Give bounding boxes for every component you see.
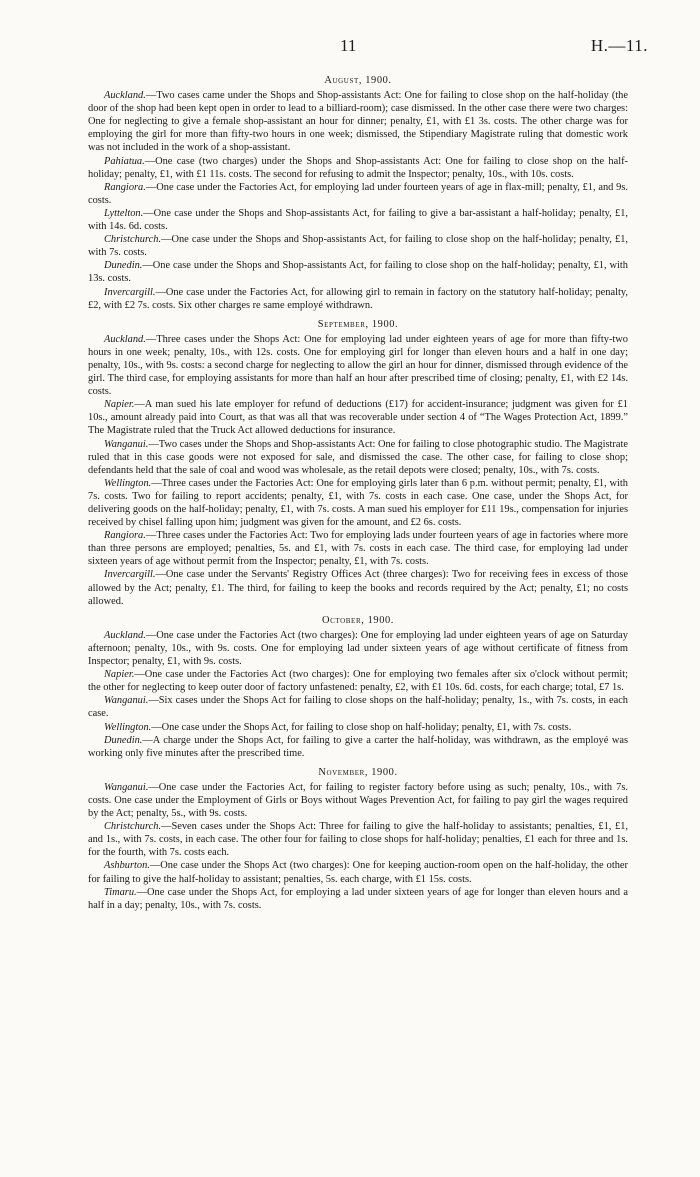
case-text: —One case under the Shops and Shop-assistants Act, for failing to close shop on the half-holiday; penalty, £1, with 13s. costs. — [88, 260, 628, 285]
case-entry — [88, 859, 628, 885]
case-entry — [88, 820, 628, 859]
case-text: —One case under the Factories Act, for employing lad under fourteen years of age in flax-mill; penalty, £1, and 9s. costs. — [88, 181, 628, 206]
place-name: Timaru. — [104, 886, 137, 898]
case-text: —Two cases under the Shops and Shop-assistants Act: One for failing to close photographic studio. The Magistrate ruled that in this case goods were not exposed for sale, and dismissed the case. The other case, for failing to close shop; defendants held that the sale of coal and wood was wholesale, as the retail depots were closed; penalty, 10s., with 7s. costs. — [88, 438, 628, 476]
place-name: Lyttelton. — [104, 207, 144, 219]
place-name: Auckland. — [104, 629, 146, 641]
case-entry — [88, 734, 628, 760]
place-name: Auckland. — [104, 90, 146, 102]
case-text: —Three cases under the Factories Act: Two for employing lads under fourteen years of age in factories where more than three persons are employed; penalties, 5s. and £1, with 7s. costs in each case. The third case, for employing lad under sixteen years of age without permit from the Inspector; penalty, £1, with 7s. costs. — [88, 530, 628, 568]
case-text: —One case under the Servants' Registry Offices Act (three charges): Two for receiving fees in excess of those allowed by the Act; penalty, £1. The third, for failing to keep the books and records required by the Act; penalty, £1; no costs allowed. — [88, 569, 628, 607]
case-text: —One case under the Factories Act, for allowing girl to remain in factory on the statutory half-holiday; penalty, £2, with £2 7s. costs. Six other charges re same employé withdrawn. — [88, 286, 628, 311]
document-reference: H.—11. — [590, 36, 648, 55]
case-text: —One case under the Factories Act (two charges): One for employing two females after six o'clock without permit; the other for neglecting to keep outer door of factory unfastened: penalty, £2, with £1 10s. 6d. costs, for each charge; total, £7 1s. — [88, 669, 628, 694]
case-text: —Seven cases under the Shops Act: Three for failing to give the half-holiday to assistants; penalties, £1, £1, and 1s., with 7s. costs, in each case. The other four for failing to close shops for half-holiday; penalties, £1 each for three and 1s. for the fourth, with 7s. costs each. — [88, 821, 628, 859]
case-entry — [88, 886, 628, 912]
case-entry — [88, 207, 628, 233]
place-name: Dunedin. — [104, 260, 143, 272]
case-text: —One case under the Shops and Shop-assistants Act, for failing to give a bar-assistant a half-holiday; penalty, £1, with 14s. 6d. costs. — [88, 207, 628, 233]
place-name: Invercargill. — [104, 286, 156, 298]
place-name: Wanganui. — [104, 781, 149, 793]
case-text: —A man sued his late employer for refund of deductions (£17) for accident-insurance; judgment was given for £1 10s., amount already paid into Court, as that was all that was recoverable under section 4 of “The Wages Protection Act, 1899.” The Magistrate ruled that the Truck Act allowed deductions for insurance. — [88, 399, 628, 437]
place-name: Auckland. — [104, 333, 146, 345]
case-entry — [88, 333, 628, 398]
place-name: Pahiatua. — [104, 155, 145, 167]
page-number: 11 — [340, 36, 357, 55]
place-name: Christchurch. — [104, 234, 162, 246]
case-entry — [88, 259, 628, 285]
month-heading: August, 1900. — [324, 75, 392, 86]
place-name: Dunedin. — [104, 734, 143, 746]
page-header — [0, 36, 700, 56]
case-text: —Three cases under the Factories Act: One for employing girls later than 6 p.m. without permit; penalty, £1, with 7s. costs. Two for failing to report accidents; penalty, £1, with 7s. costs in each case. One case, under the Shops Act, for delivering goods on the half-holiday; penalty, £1, with 7s. costs. A man sued his employer for £11 19s., compensation for injuries received by chisel falling upon him; judgment was given for the amount, and £2 6s. costs. — [88, 477, 628, 529]
case-text: —One case (two charges) under the Shops and Shop-assistants Act: One for failing to close shop on the half-holiday; penalty, £1, with £1 11s. costs. The second for refusing to admit the Inspector; penalty, 10s., with 10s. costs. — [88, 155, 628, 180]
case-text: —One case under the Factories Act (two charges): One for employing lad under eighteen years of age on Saturday afternoon; penalty, 10s., with 9s. costs. One for employing lad under sixteen years of age without certificate of fitness from Inspector; penalty, £1, with 9s. costs. — [88, 629, 628, 668]
month-heading: September, 1900. — [317, 318, 399, 330]
case-text: —Three cases under the Shops Act: One for employing lad under eighteen years of age for more than fifty-two hours in one week; penalty, 10s., with 12s. costs. One for employing girl for longer than eleven hours and a half in one day; penalty, 10s., with 9s. costs: a second charge for neglecting to allow the girl an hour for dinner, dismissed through evidence of the girl. The third case, for employing assistants for more than half an hour after prescribed time of closing; penalty, £1, with £2 14s. costs. — [88, 333, 628, 398]
case-entry — [88, 181, 628, 207]
case-text: —One case under the Shops Act, for failing to close shop on half-holiday; penalty, £1, with 7s. costs. — [151, 721, 572, 733]
month-heading: October, 1900. — [322, 614, 394, 626]
place-name: Wellington. — [104, 477, 152, 489]
case-entry — [88, 155, 628, 181]
place-name: Ashburton. — [104, 860, 150, 872]
place-name: Invercargill. — [104, 569, 156, 581]
case-entry — [88, 89, 628, 154]
case-entry — [88, 438, 628, 477]
place-name: Napier. — [104, 669, 135, 681]
case-entry — [88, 286, 628, 312]
month-heading: November, 1900. — [318, 766, 398, 778]
place-name: Wellington. — [104, 721, 152, 733]
case-text: —A charge under the Shops Act, for failing to give a carter the half-holiday, was withdrawn, as the employé was working only five minutes after the prescribed time. — [88, 734, 628, 759]
place-name: Wanganui. — [104, 695, 149, 707]
case-text: —One case under the Factories Act, for failing to register factory before using as such; penalty, 10s., with 7s. costs. One case under the Employment of Girls or Boys without Wages Prevention Act, for failing to pay girl the wages required by the Act; penalty, 5s., with 9s. costs. — [88, 781, 628, 820]
case-entry — [88, 694, 628, 720]
case-text: —Two cases came under the Shops and Shop-assistants Act: One for failing to close shop on the half-holiday (the door of the shop had been kept open in order to lead to a billiard-room); case dismissed. In the other case there were two charges: One for neglecting to give a female shop-assistant an hour for dinner; penalty, £1, with £1 3s. costs. The other charge was for employing the girl for more than fifty-two hours in one week; dismissed, the Stipendiary Magistrate ruling that domestic work was not included in the work of a shop-assistant. — [88, 90, 628, 154]
case-entry — [88, 398, 628, 437]
case-entry — [88, 629, 628, 668]
place-name: Wanganui. — [104, 438, 149, 450]
place-name: Napier. — [104, 399, 135, 411]
case-entry — [88, 529, 628, 568]
place-name: Christchurch. — [104, 821, 162, 833]
place-name: Rangiora. — [104, 530, 146, 542]
case-text: —Six cases under the Shops Act for failing to close shops on the half-holiday; penalty, 1s., with 7s. costs, in each case. — [88, 695, 628, 720]
case-text: —One case under the Shops Act, for employing a lad under sixteen years of age for longer than eleven hours and a half in a day; penalty, 10s., with 7s. costs. — [88, 886, 628, 911]
document-body — [88, 74, 628, 912]
case-text: —One case under the Shops and Shop-assistants Act, for failing to close shop on the half-holiday; penalty, £1, with 7s. costs. — [88, 234, 628, 259]
case-entry — [88, 477, 628, 529]
case-entry — [88, 781, 628, 820]
case-text: —One case under the Shops Act (two charges): One for keeping auction-room open on the half-holiday, the other for failing to give the half-holiday to assistant; penalties, 5s. each charge, with £1 15s. costs. — [88, 860, 628, 885]
case-entry — [88, 233, 628, 259]
case-entry — [88, 568, 628, 607]
case-entry — [88, 668, 628, 694]
case-entry — [88, 721, 628, 734]
place-name: Rangiora. — [104, 181, 146, 193]
